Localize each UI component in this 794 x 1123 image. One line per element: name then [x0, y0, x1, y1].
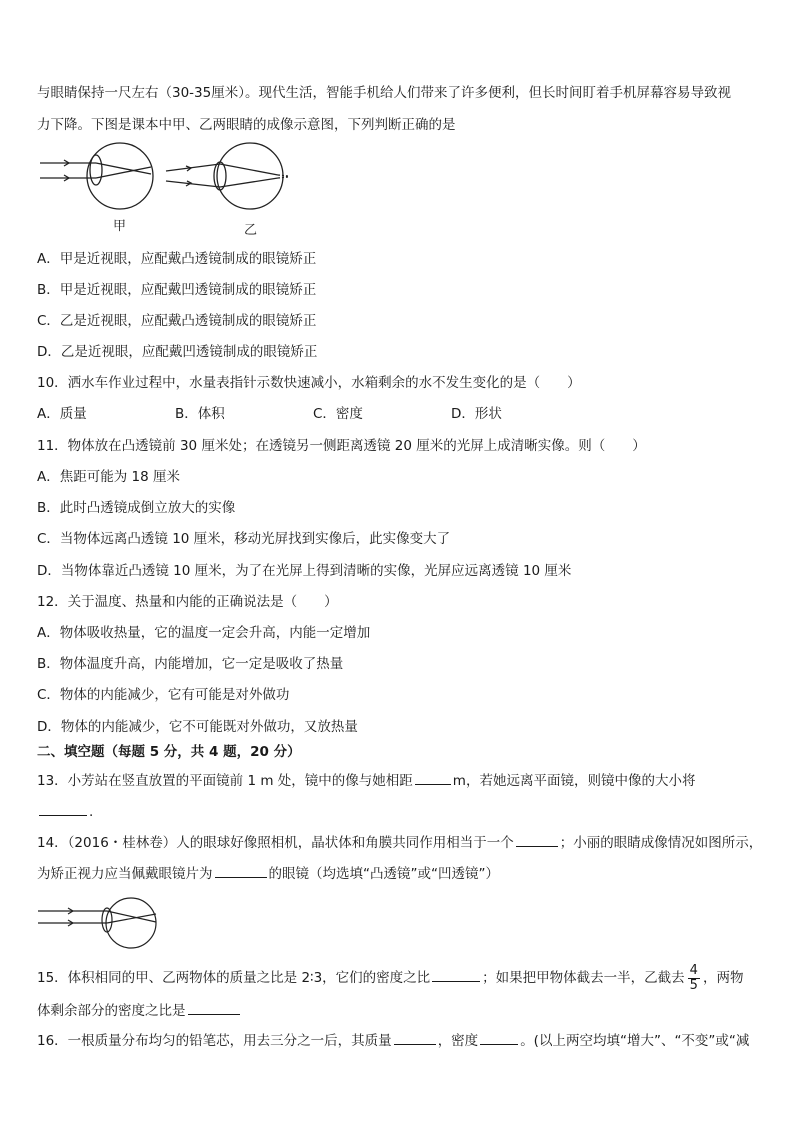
q14-eye-diagram	[38, 896, 164, 952]
q16-line-1	[37, 1031, 764, 1050]
lens-jia	[90, 155, 102, 185]
q12-option-b: B．物体温度升高，内能增加，它一定是吸收了热量	[37, 656, 344, 672]
q13-text-2: m，若她远离平面镜，则镜中像的大小将	[452, 773, 696, 789]
q15-fraction-denominator: 5	[689, 977, 698, 993]
q16-blank-1[interactable]	[394, 1031, 436, 1045]
q15-fraction	[688, 964, 700, 993]
ray-yi-bottom	[166, 181, 220, 187]
q9-option-c: C．乙是近视眼，应配戴凸透镜制成的眼镜矫正	[37, 313, 317, 329]
q14-blank-1[interactable]	[516, 833, 558, 847]
eyeball-yi	[217, 143, 283, 209]
q15-blank-2[interactable]	[188, 1001, 240, 1015]
q16-blank-2[interactable]	[480, 1031, 518, 1045]
q10-option-d: D．形状	[451, 406, 502, 422]
eye-diagram-figure	[38, 138, 298, 240]
q11-option-d: D．当物体靠近凸透镜 10 厘米，为了在光屏上得到清晰的实像，光屏应远离透镜 10 厘米	[37, 563, 572, 579]
eye-jia-diagram	[40, 143, 153, 209]
q10-option-c: C．密度	[313, 406, 363, 422]
ray-yi-top-refracted	[220, 164, 278, 175]
q14-text-4: 的眼镜（均选填“凸透镜”或“凹透镜”）	[268, 866, 499, 882]
q16-text-3: 。(以上两空均填“增大”、“不变”或“减	[520, 1033, 750, 1049]
eyeball-jia	[87, 143, 153, 209]
q14-line-2	[37, 864, 764, 883]
label-jia: 甲	[113, 219, 127, 234]
ray-yi-dashed-bottom	[278, 177, 288, 178]
q9-option-a: A．甲是近视眼，应配戴凸透镜制成的眼镜矫正	[37, 251, 317, 267]
q15-text-1: 15．体积相同的甲、乙两物体的质量之比是 2∶3，它们的密度之比	[37, 970, 431, 986]
q16-text-1: 16．一根质量分布均匀的铅笔芯，用去三分之一后，其质量	[37, 1033, 392, 1049]
q15-line-1	[37, 963, 764, 993]
q10-options	[37, 405, 764, 423]
q14-ray-top-refracted	[107, 911, 156, 922]
q14-text-3: 为矫正视力应当佩戴眼镜片为	[37, 866, 213, 882]
q11-option-a: A．焦距可能为 18 厘米	[37, 469, 180, 485]
q13-blank-1[interactable]	[415, 771, 451, 785]
eye-yi-diagram	[166, 143, 288, 209]
q13-line-2	[37, 802, 764, 821]
q9-option-d: D．乙是近视眼，应配戴凹透镜制成的眼镜矫正	[37, 344, 318, 360]
label-yi: 乙	[244, 223, 258, 238]
ray-yi-top	[166, 164, 220, 171]
q9-option-b: B．甲是近视眼，应配戴凹透镜制成的眼镜矫正	[37, 282, 317, 298]
ray-yi-dashed-top	[278, 175, 288, 176]
q11-option-c: C．当物体远离凸透镜 10 厘米，移动光屏找到实像后，此实像变大了	[37, 531, 451, 547]
q10-option-a: A．质量	[37, 406, 87, 422]
q14-text-2: ；小丽的眼睛成像情况如图所示，	[559, 835, 763, 851]
q12-option-a: A．物体吸收热量，它的温度一定会升高，内能一定增加	[37, 625, 371, 641]
q13-text-1: 13．小芳站在竖直放置的平面镜前 1 m 处，镜中的像与她相距	[37, 773, 413, 789]
q14-line-1	[37, 833, 764, 852]
q12-option-d: D．物体的内能减少，它不可能既对外做功，又放热量	[37, 719, 358, 735]
q15-fraction-numerator: 4	[689, 962, 698, 978]
q10-option-b: B．体积	[175, 406, 225, 422]
q15-text-3: ，两物	[702, 970, 744, 986]
section-2-title: 二、填空题（每题 5 分，共 4 题，20 分）	[37, 744, 301, 760]
q14-text-1: 14．（2016・桂林卷）人的眼球好像照相机，晶状体和角膜共同作用相当于一个	[37, 835, 514, 851]
q13-blank-2[interactable]	[39, 802, 87, 816]
q10-stem: 10．洒水车作业过程中，水量表指针示数快速减小，水箱剩余的水不发生变化的是（ ）	[37, 375, 581, 391]
q15-line-2	[37, 1001, 764, 1020]
intro-line-2: 力下降。下图是课本中甲、乙两眼睛的成像示意图，下列判断正确的是	[37, 117, 456, 133]
q11-stem: 11．物体放在凸透镜前 30 厘米处；在透镜另一侧距离透镜 20 厘米的光屏上成清晰实像。则（ ）	[37, 438, 646, 454]
q13-text-end: .	[89, 804, 94, 820]
q12-option-c: C．物体的内能减少，它有可能是对外做功	[37, 687, 290, 703]
q15-text-4: 体剩余部分的密度之比是	[37, 1003, 186, 1019]
intro-line-1: 与眼睛保持一尺左右（30-35厘米）。现代生活，智能手机给人们带来了许多便利，但长时间盯着手机屏幕容易导致视	[37, 85, 731, 101]
q14-ray-bottom-refracted	[107, 914, 156, 923]
q13-line-1	[37, 771, 764, 790]
q16-text-2: ，密度	[437, 1033, 479, 1049]
q15-text-2: ；如果把甲物体截去一半，乙截去	[482, 970, 685, 986]
ray-yi-bottom-refracted	[220, 178, 278, 187]
q14-blank-2[interactable]	[215, 864, 267, 878]
q11-option-b: B．此时凸透镜成倒立放大的实像	[37, 500, 236, 516]
q15-blank-1[interactable]	[432, 968, 480, 982]
q14-eyeball	[106, 898, 156, 948]
q12-stem: 12．关于温度、热量和内能的正确说法是（ ）	[37, 594, 338, 610]
